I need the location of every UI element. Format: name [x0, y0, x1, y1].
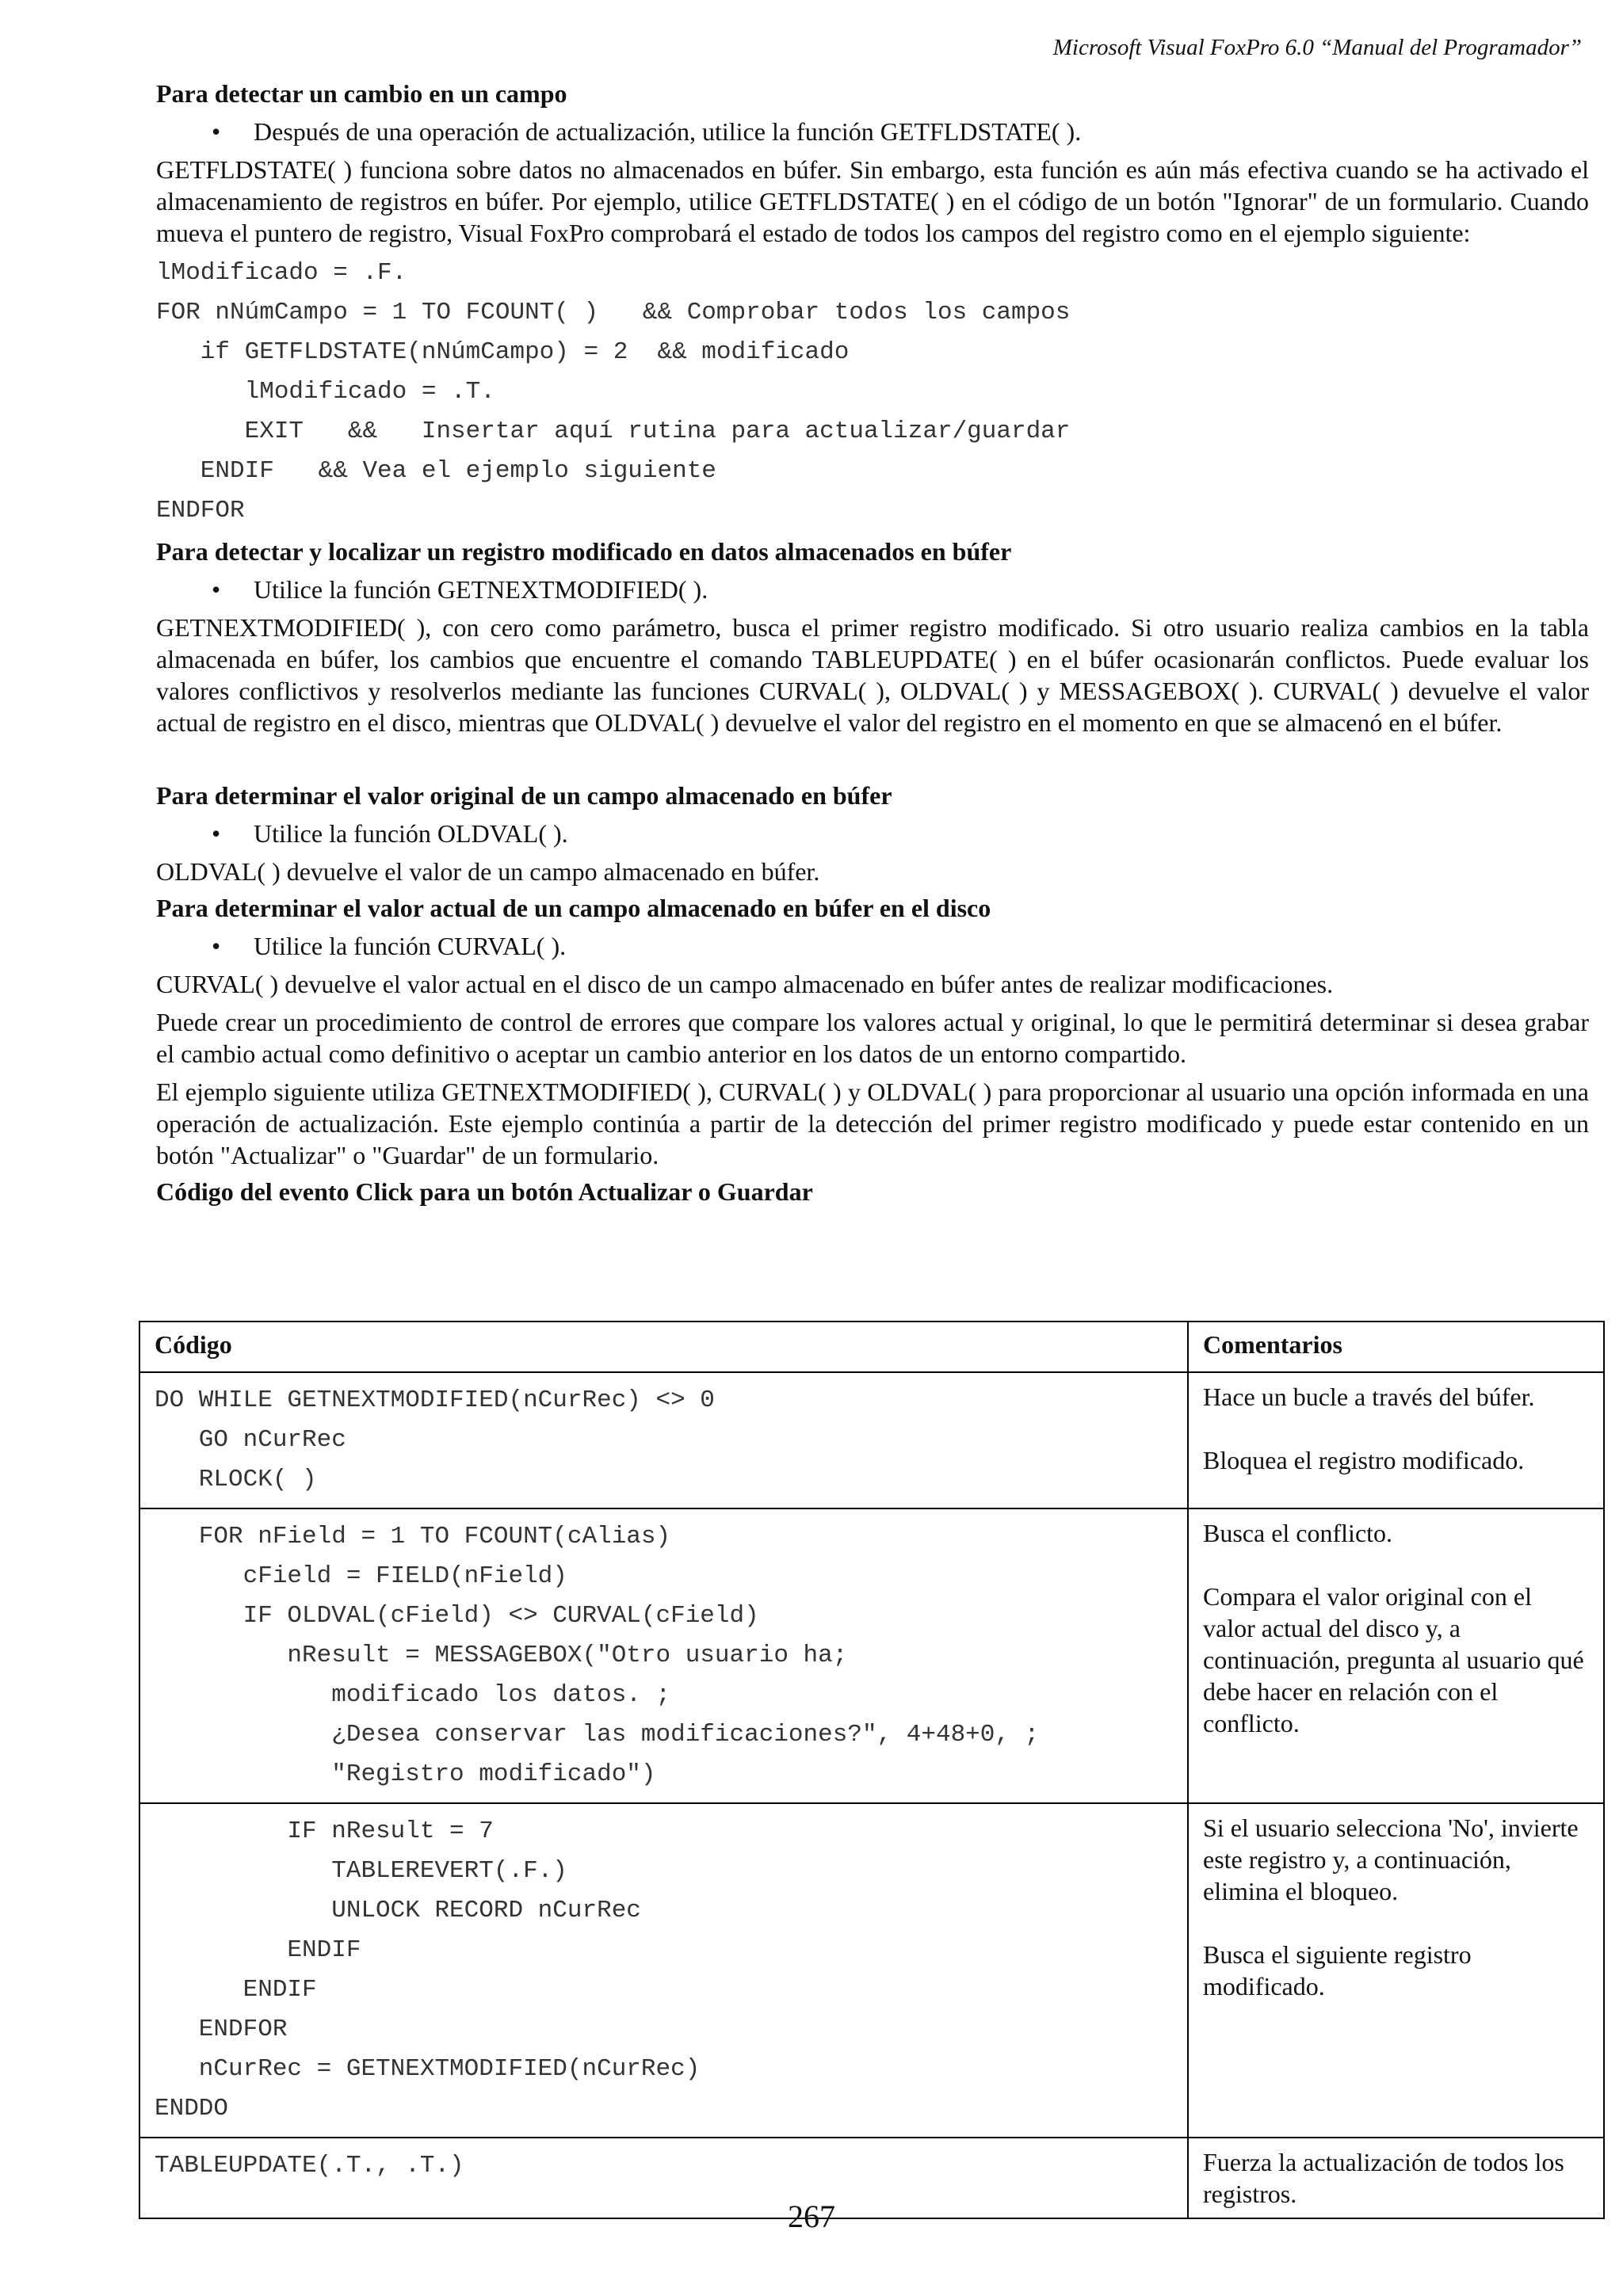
- comment-text: Bloquea el registro modificado.: [1203, 1446, 1525, 1474]
- code-line: IF OLDVAL(cField) <> CURVAL(cField): [155, 1602, 759, 1630]
- comment-text: Compara el valor original con el valor actual del disco y, a continuación, pregunta al usuario qué debe hacer en relación con el conflicto.: [1203, 1582, 1584, 1737]
- comment-text: Busca el siguiente registro modificado.: [1203, 1940, 1472, 2000]
- code-line: ENDFOR: [155, 2016, 288, 2043]
- code-line: "Registro modificado"): [155, 1760, 656, 1788]
- code-line: ENDIF: [155, 1976, 317, 2004]
- bullet-icon: •: [212, 932, 221, 960]
- code-block: [156, 254, 1589, 531]
- code-table: [139, 1321, 1605, 2219]
- code-line: FOR nField = 1 TO FCOUNT(cAlias): [155, 1523, 671, 1550]
- body-paragraph: GETNEXTMODIFIED( ), con cero como parámetro, busca el primer registro modificado. Si otro usuario realiza cambios en la tabla almacenada en búfer, los cambios que encuentre el comando TABLEUPDATE( ) en el búfer ocasionarán conflictos. Puede evaluar los valores conflictivos y resolverlos mediante las funciones CURVAL( ), OLDVAL( ) y MESSAGEBOX( ). CURVAL( ) devuelve el valor actual de registro en el disco, mientras que OLDVAL( ) devuelve el valor del registro en el momento en que se almacenó en el búfer.: [156, 613, 1589, 737]
- bullet-text: Utilice la función CURVAL( ).: [254, 932, 567, 960]
- comment-text: Hace un bucle a través del búfer.: [1203, 1383, 1535, 1411]
- body-paragraph: GETFLDSTATE( ) funciona sobre datos no almacenados en búfer. Sin embargo, esta función es aún más efectiva cuando se ha activado el almacenamiento de registros en búfer. Por ejemplo, utilice GETFLDSTATE( ) en el código de un botón "Ignorar" de un formulario. Cuando mueva el puntero de registro, Visual FoxPro comprobará el estado de todos los campos del registro como en el ejemplo siguiente:: [156, 155, 1589, 247]
- comment-cell: [1188, 1508, 1604, 1803]
- comment-text: Busca el conflicto.: [1203, 1519, 1393, 1547]
- comment-cell: [1188, 1803, 1604, 2138]
- code-line: EXIT && Insertar aquí rutina para actualizar/guardar: [156, 418, 1071, 445]
- code-line: TABLEUPDATE(.T., .T.): [155, 2152, 464, 2180]
- comment-cell: [1188, 1372, 1604, 1508]
- code-line: GO nCurRec: [155, 1426, 346, 1454]
- body-paragraph: Puede crear un procedimiento de control de errores que compare los valores actual y original, lo que le permitirá determinar si desea grabar el cambio actual como definitivo o aceptar un cambio anterior en los datos de un entorno compartido.: [156, 1008, 1589, 1068]
- code-line: lModificado = .T.: [156, 378, 495, 406]
- bullet-icon: •: [212, 575, 221, 604]
- section-heading: Para determinar el valor original de un campo almacenado en búfer: [156, 781, 892, 810]
- body-paragraph: El ejemplo siguiente utiliza GETNEXTMODIFIED( ), CURVAL( ) y OLDVAL( ) para proporcionar al usuario una opción informada en una operación de actualización. Este ejemplo continúa a partir de la detección del primer registro modificado y puede estar contenido en un botón "Actualizar" o "Guardar" de un formulario.: [156, 1077, 1589, 1169]
- section-heading: Para determinar el valor actual de un campo almacenado en búfer en el disco: [156, 894, 991, 922]
- column-header-comments: Comentarios: [1188, 1322, 1604, 1372]
- code-cell: [139, 1508, 1188, 1803]
- bullet-icon: •: [212, 117, 221, 146]
- code-line: modificado los datos. ;: [155, 1681, 671, 1709]
- bullet-item: [156, 818, 1589, 849]
- bullet-item: [156, 574, 1589, 605]
- code-cell: [139, 1372, 1188, 1508]
- code-line: ¿Desea conservar las modificaciones?", 4+48+0, ;: [155, 1721, 1040, 1749]
- code-cell: [139, 1803, 1188, 2138]
- table-caption: Código del evento Click para un botón Actualizar o Guardar: [156, 1177, 813, 1206]
- table-row: [139, 1508, 1604, 1803]
- code-line: TABLEREVERT(.F.): [155, 1857, 567, 1885]
- comment-text: Fuerza la actualización de todos los registros.: [1203, 2148, 1564, 2208]
- code-line: ENDFOR: [156, 497, 245, 524]
- code-line: FOR nNúmCampo = 1 TO FCOUNT( ) && Comprobar todos los campos: [156, 299, 1071, 326]
- comment-text: Si el usuario selecciona 'No', invierte este registro y, a continuación, elimina el bloqueo.: [1203, 1814, 1579, 1905]
- section-heading: Para detectar un cambio en un campo: [156, 79, 567, 108]
- code-line: ENDIF && Vea el ejemplo siguiente: [156, 457, 716, 485]
- code-line: cField = FIELD(nField): [155, 1562, 567, 1590]
- code-line: DO WHILE GETNEXTMODIFIED(nCurRec) <> 0: [155, 1386, 715, 1414]
- bullet-item: [156, 116, 1589, 147]
- code-line: nResult = MESSAGEBOX("Otro usuario ha;: [155, 1642, 848, 1669]
- code-line: ENDIF: [155, 1936, 361, 1964]
- table-row: [139, 1803, 1604, 2138]
- section-heading: Para detectar y localizar un registro modificado en datos almacenados en búfer: [156, 537, 1012, 566]
- code-line: ENDDO: [155, 2095, 229, 2122]
- code-line: lModificado = .F.: [156, 259, 407, 287]
- bullet-icon: •: [212, 819, 221, 848]
- page-number: 267: [788, 2199, 835, 2234]
- table-row: [139, 1372, 1604, 1508]
- table-header-row: [139, 1322, 1604, 1372]
- code-line: UNLOCK RECORD nCurRec: [155, 1897, 641, 1924]
- column-header-code: Código: [139, 1322, 1188, 1372]
- running-header: Microsoft Visual FoxPro 6.0 “Manual del Programador”: [1052, 35, 1582, 60]
- code-line: RLOCK( ): [155, 1466, 317, 1493]
- bullet-text: Utilice la función OLDVAL( ).: [254, 819, 568, 848]
- bullet-text: Después de una operación de actualización, utilice la función GETFLDSTATE( ).: [254, 117, 1082, 146]
- body-paragraph: CURVAL( ) devuelve el valor actual en el disco de un campo almacenado en búfer antes de realizar modificaciones.: [156, 970, 1334, 998]
- bullet-text: Utilice la función GETNEXTMODIFIED( ).: [254, 575, 708, 604]
- body-paragraph: OLDVAL( ) devuelve el valor de un campo almacenado en búfer.: [156, 857, 820, 886]
- code-line: if GETFLDSTATE(nNúmCampo) = 2 && modificado: [156, 338, 850, 366]
- page-content: [156, 73, 1589, 1212]
- code-line: nCurRec = GETNEXTMODIFIED(nCurRec): [155, 2055, 701, 2083]
- spacer: [156, 743, 1589, 775]
- code-line: IF nResult = 7: [155, 1817, 494, 1845]
- bullet-item: [156, 930, 1589, 962]
